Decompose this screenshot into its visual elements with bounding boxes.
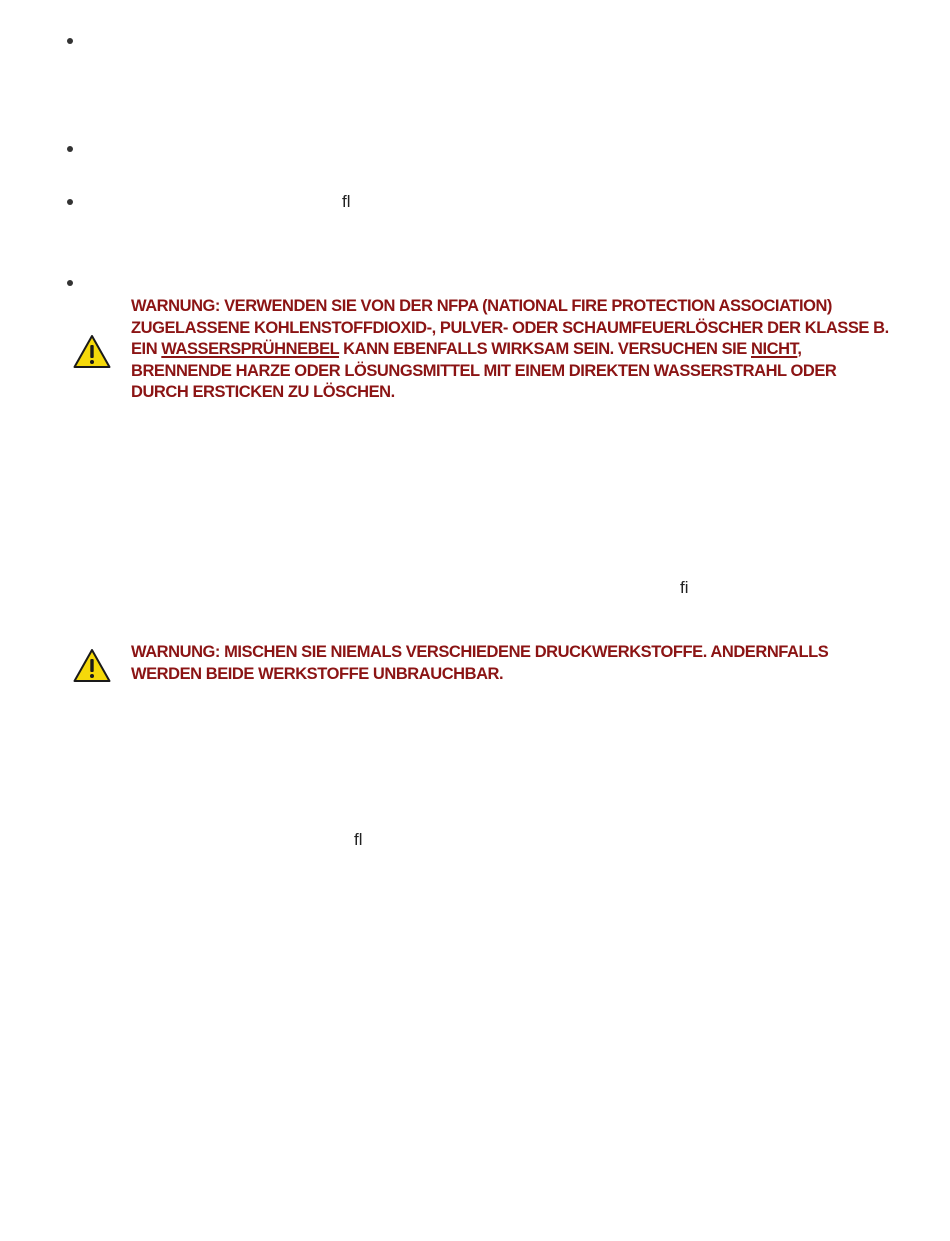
list-bullet — [67, 280, 73, 286]
warning-message-extinguisher — [131, 296, 891, 404]
ligature-fragment: ﬁ — [680, 578, 689, 597]
ligature-fragment: ﬂ — [342, 192, 351, 211]
warning-triangle-icon — [73, 334, 111, 369]
list-bullet — [67, 146, 73, 152]
warning-emphasis: NICHT — [751, 340, 798, 358]
ligature-fragment: ﬂ — [354, 830, 363, 849]
warning-text-part: WARNUNG: VERWENDEN SIE VON DER NFPA (NATIONAL FIRE PROTECTION ASSOCIATION) ZUGELASSENE KOHLENSTOFFDIOXID-, PULVER- ODER SCHAUMFEUERLÖSCHER DER KLASSE B. EIN — [131, 297, 889, 358]
warning-emphasis: WASSERSPRÜHNEBEL — [161, 340, 339, 358]
warning-triangle-icon — [73, 648, 111, 683]
warning-text-part: KANN EBENFALLS WIRKSAM SEIN. VERSUCHEN SIE — [339, 340, 751, 358]
warning-text-part: , BRENNENDE HARZE ODER LÖSUNGSMITTEL MIT EINEM DIREKTEN WASSERSTRAHL ODER DURCH ERSTICKEN ZU LÖSCHEN. — [131, 340, 837, 401]
list-bullet — [67, 199, 73, 205]
warning-message-mixing: WARNUNG: MISCHEN SIE NIEMALS VERSCHIEDENE DRUCKWERKSTOFFE. ANDERNFALLS WERDEN BEIDE WERKSTOFFE UNBRAUCHBAR. — [131, 643, 829, 683]
list-bullet — [67, 38, 73, 44]
